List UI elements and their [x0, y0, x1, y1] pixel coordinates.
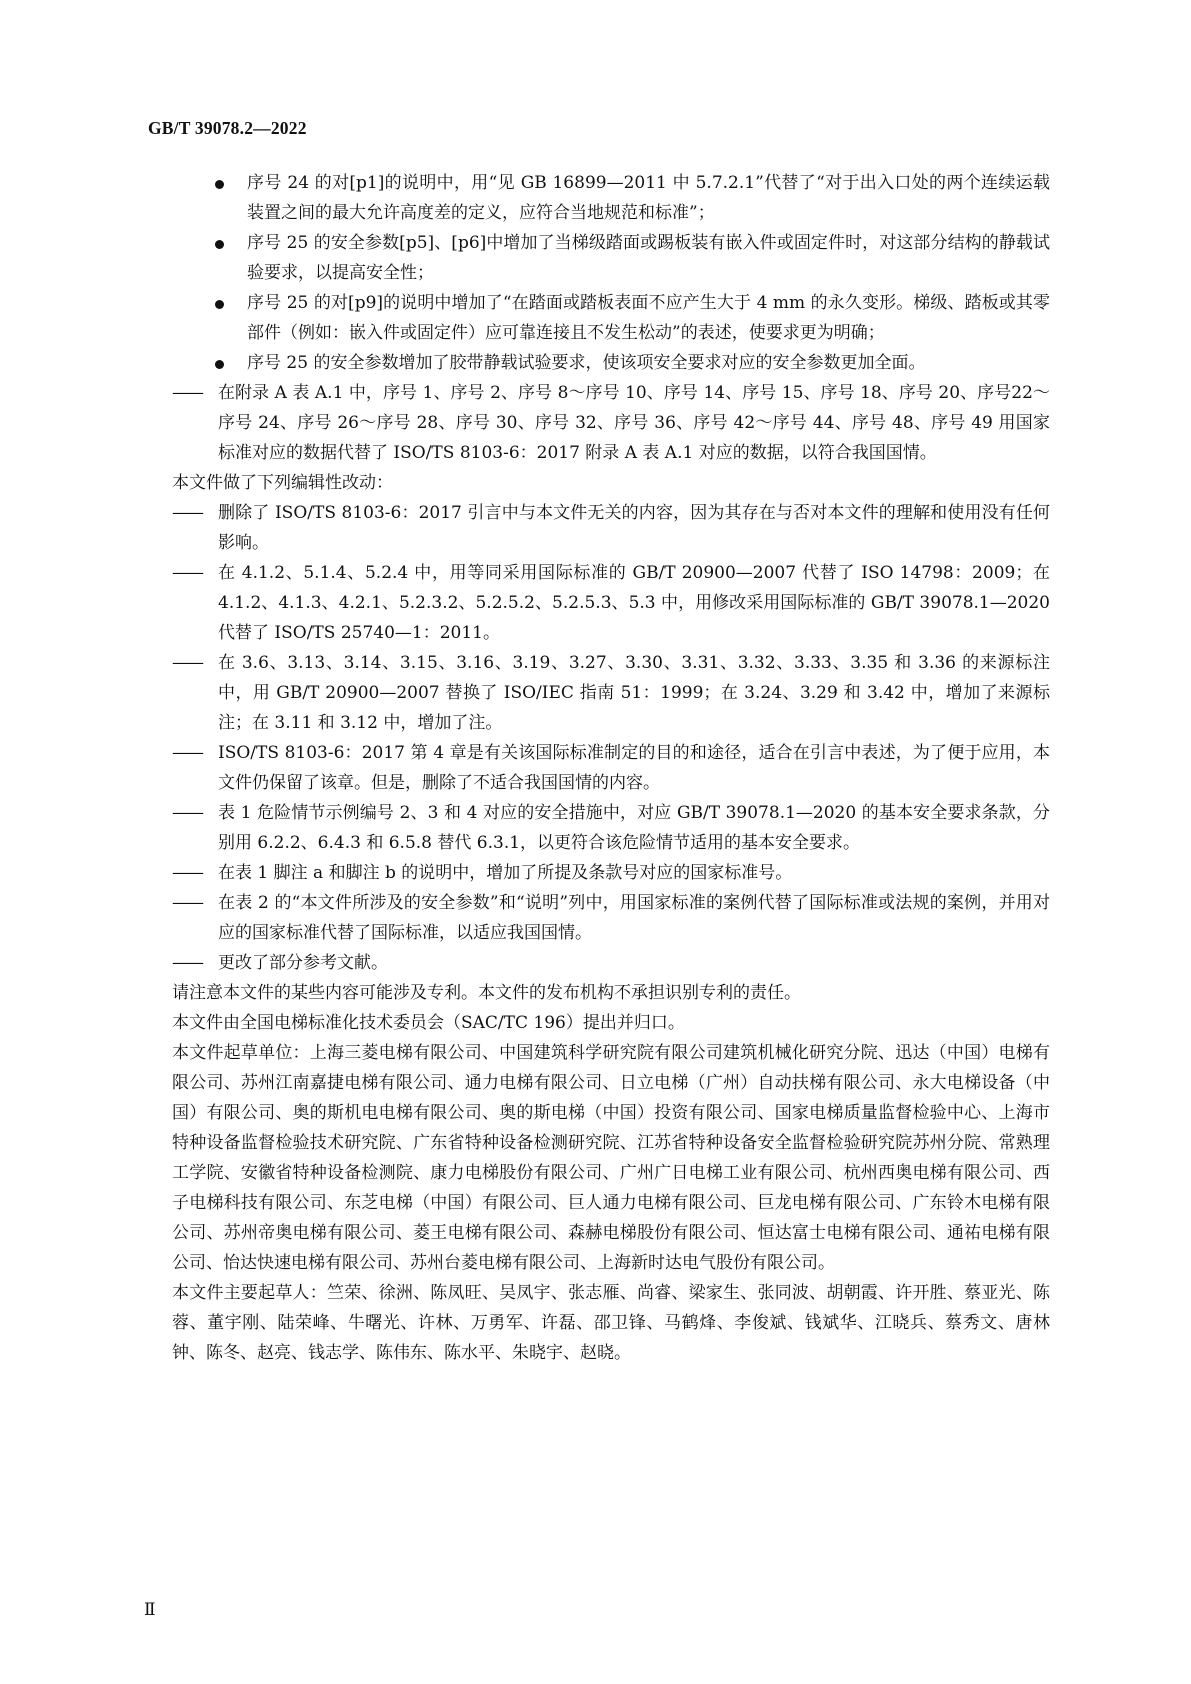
dash-mark: —— [172, 953, 202, 973]
editorial-item [172, 498, 1050, 558]
patent-notice: 请注意本文件的某些内容可能涉及专利。本文件的发布机构不承担识别专利的责任。 [172, 983, 801, 1003]
editorial-item [172, 888, 1050, 948]
annex-change-text: 在附录 A 表 A.1 中，序号 1、序号 2、序号 8～序号 10、序号 14、序号 15、序号 18、序号 20、序号22～序号 24、序号 26～序号 28、序号 30、序号 32、序号 36、序号 42～序号 44、序号 48、序号 49 用国家标准对应的数据代替了 ISO/TS 8103-6：2017 附录 A 表 A.1 对应的数据，以符合我国国情。 [218, 383, 1050, 463]
editorial-item-text: 删除了 ISO/TS 8103-6：2017 引言中与本文件无关的内容，因为其存在与否对本文件的理解和使用没有任何影响。 [218, 503, 1050, 553]
bullet-dot-icon [215, 240, 224, 249]
page-body [172, 168, 1050, 1368]
bullet-text: 序号 24 的对[p1]的说明中，用“见 GB 16899—2011 中 5.7.2.1”代替了“对于出入口处的两个连续运载装置之间的最大允许高度差的定义，应符合当地规范和标准”； [247, 173, 1050, 223]
editorial-item [172, 948, 1050, 978]
editorial-item [172, 648, 1050, 738]
bullet-dot-icon [215, 360, 224, 369]
bullet-text: 序号 25 的安全参数增加了胶带静载试验要求，使该项安全要求对应的安全参数更加全面。 [247, 353, 926, 373]
editorial-item-text: ISO/TS 8103-6：2017 第 4 章是有关该国际标准制定的目的和途径，适合在引言中表述，为了便于应用，本文件仍保留了该章。但是，删除了不适合我国国情的内容。 [218, 743, 1050, 793]
dash-mark: —— [172, 893, 202, 913]
drafting-units: 本文件起草单位：上海三菱电梯有限公司、中国建筑科学研究院有限公司建筑机械化研究分院、迅达（中国）电梯有限公司、苏州江南嘉捷电梯有限公司、通力电梯有限公司、日立电梯（广州）自动扶梯有限公司、永大电梯设备（中国）有限公司、奥的斯机电电梯有限公司、奥的斯电梯（中国）投资有限公司、国家电梯质量监督检验中心、上海市特种设备监督检验技术研究院、广东省特种设备检测研究院、江苏省特种设备安全监督检验研究院苏州分院、常熟理工学院、安徽省特种设备检测院、康力电梯股份有限公司、广州广日电梯工业有限公司、杭州西奥电梯有限公司、西子电梯科技有限公司、东芝电梯（中国）有限公司、巨人通力电梯有限公司、巨龙电梯有限公司、广东铃木电梯有限公司、苏州帝奥电梯有限公司、菱王电梯有限公司、森赫电梯股份有限公司、恒达富士电梯有限公司、通祐电梯有限公司、怡达快速电梯有限公司、苏州台菱电梯有限公司、上海新时达电气股份有限公司。 [172, 1043, 1050, 1273]
page-number: Ⅱ [144, 1600, 156, 1619]
dash-mark: —— [172, 563, 202, 583]
bullet-item [172, 288, 1050, 348]
dash-mark: —— [172, 743, 202, 763]
dash-mark: —— [172, 653, 202, 673]
editorial-item [172, 738, 1050, 798]
bullet-text: 序号 25 的对[p9]的说明中增加了“在踏面或踏板表面不应产生大于 4 mm 的永久变形。梯级、踏板或其零部件（例如：嵌入件或固定件）应可靠连接且不发生松动”的表述，使要求更为明确； [247, 293, 1050, 343]
editorial-item [172, 558, 1050, 648]
editorial-item-text: 更改了部分参考文献。 [218, 953, 388, 973]
annex-change-item [172, 378, 1050, 468]
editorial-item-text: 在表 1 脚注 a 和脚注 b 的说明中，增加了所提及条款号对应的国家标准号。 [218, 863, 793, 883]
editorial-intro: 本文件做了下列编辑性改动： [172, 473, 393, 493]
editorial-item-text: 在 3.6、3.13、3.14、3.15、3.16、3.19、3.27、3.30、3.31、3.32、3.33、3.35 和 3.36 的来源标注中，用 GB/T 20900—2007 替换了 ISO/IEC 指南 51：1999；在 3.24、3.29 和 3.42 中，增加了来源标注；在 3.11 和 3.12 中，增加了注。 [218, 653, 1050, 733]
bullet-dot-icon [215, 300, 224, 309]
bullet-dot-icon [215, 180, 224, 189]
editorial-item-text: 在 4.1.2、5.1.4、5.2.4 中，用等同采用国际标准的 GB/T 20900—2007 代替了 ISO 14798：2009；在 4.1.2、4.1.3、4.2.1、5.2.3.2、5.2.5.2、5.2.5.3、5.3 中，用修改采用国际标准的 GB/T 39078.1—2020 代替了 ISO/TS 25740—1：2011。 [218, 563, 1050, 643]
bullet-item [172, 348, 1050, 378]
proposed-by: 本文件由全国电梯标准化技术委员会（SAC/TC 196）提出并归口。 [172, 1013, 685, 1033]
editorial-item-text: 表 1 危险情节示例编号 2、3 和 4 对应的安全措施中，对应 GB/T 39078.1—2020 的基本安全要求条款，分别用 6.2.2、6.4.3 和 6.5.8 替代 6.3.1，以更符合该危险情节适用的基本安全要求。 [218, 803, 1050, 853]
bullet-item [172, 228, 1050, 288]
dash-mark: —— [172, 803, 202, 823]
bullet-text: 序号 25 的安全参数[p5]、[p6]中增加了当梯级踏面或踢板装有嵌入件或固定件时，对这部分结构的静载试验要求，以提高安全性； [247, 233, 1050, 283]
dash-mark: —— [172, 503, 202, 523]
bullet-item [172, 168, 1050, 228]
editorial-item [172, 858, 1050, 888]
drafters: 本文件主要起草人：竺荣、徐洲、陈凤旺、吴凤宇、张志雁、尚睿、梁家生、张同波、胡朝霞、许开胜、蔡亚光、陈蓉、董宇刚、陆荣峰、牛曙光、许林、万勇军、许磊、邵卫锋、马鹤烽、李俊斌、钱斌华、江晓兵、蔡秀文、唐林钟、陈冬、赵亮、钱志学、陈伟东、陈水平、朱晓宇、赵晓。 [172, 1283, 1050, 1363]
document-number-header: GB/T 39078.2—2022 [148, 118, 307, 138]
dash-mark: —— [172, 383, 202, 403]
editorial-item-text: 在表 2 的“本文件所涉及的安全参数”和“说明”列中，用国家标准的案例代替了国际标准或法规的案例，并用对应的国家标准代替了国际标准，以适应我国国情。 [218, 893, 1050, 943]
editorial-item [172, 798, 1050, 858]
dash-mark: —— [172, 863, 202, 883]
